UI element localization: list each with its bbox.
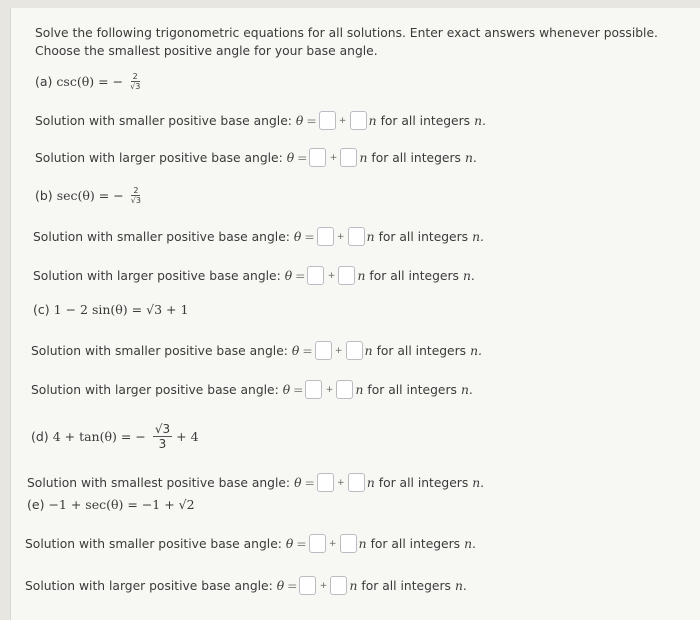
n-symbol: n: [366, 229, 375, 244]
row-label: Solution with smallest positive base angle:: [27, 475, 291, 490]
row-label: Solution with larger positive base angle:: [33, 268, 281, 283]
period-input[interactable]: [330, 576, 347, 595]
part-e-equation: [27, 497, 195, 512]
tail-n: n.: [472, 229, 484, 244]
part-d-rest: + 4: [176, 429, 199, 444]
equals-sign: =: [293, 382, 304, 397]
part-d-minus: −: [135, 429, 146, 444]
period-input[interactable]: [348, 227, 365, 246]
part-a-equation: [35, 72, 140, 91]
tail-text: for all integers: [371, 150, 461, 165]
part-e-smaller-row: [25, 534, 480, 553]
part-a-fraction: [130, 72, 140, 91]
base-angle-input[interactable]: [299, 576, 316, 595]
tail-n: n.: [460, 382, 473, 397]
part-d-numerator: √3: [154, 422, 171, 436]
period-input[interactable]: [350, 111, 367, 130]
period-input[interactable]: [340, 534, 357, 553]
tail-text: for all integers: [380, 113, 471, 128]
period-input[interactable]: [338, 266, 355, 285]
part-d-tag: (d): [31, 429, 49, 444]
part-b-equation: [35, 186, 141, 205]
plus-sign: +: [334, 345, 343, 356]
theta-symbol: θ: [294, 475, 302, 490]
plus-sign: +: [336, 231, 345, 242]
part-a-numerator: 2: [132, 72, 138, 81]
theta-symbol: θ: [293, 229, 302, 244]
plus-sign: +: [338, 115, 347, 126]
base-angle-input[interactable]: [319, 111, 336, 130]
period-input[interactable]: [340, 148, 357, 167]
theta-symbol: θ: [282, 382, 291, 397]
part-b-larger-row: [33, 266, 479, 285]
theta-symbol: θ: [286, 150, 295, 165]
part-c-expr: 1 − 2 sin(θ) = √3 + 1: [53, 302, 189, 317]
tail-n: n.: [472, 475, 485, 490]
tail-n: n.: [464, 536, 476, 551]
base-angle-input[interactable]: [317, 227, 334, 246]
part-b-fraction: [131, 186, 141, 205]
part-b-eq: =: [98, 188, 110, 203]
row-label: Solution with smaller positive base angle:: [33, 229, 290, 244]
row-label: Solution with larger positive base angle:: [35, 150, 283, 165]
n-symbol: n: [368, 113, 377, 128]
part-a-denominator: √3: [130, 82, 141, 91]
instructions: Solve the following trigonometric equations for all solutions. Enter exact answers whenever possible. Choose the smallest positive angle for your base angle.: [35, 26, 658, 58]
part-a-smaller-row: [35, 111, 490, 130]
part-d-smallest-row: [27, 473, 488, 492]
plus-sign: +: [325, 384, 334, 395]
base-angle-input[interactable]: [309, 148, 326, 167]
theta-symbol: θ: [285, 536, 294, 551]
part-a-larger-row: [35, 148, 481, 167]
row-label: Solution with larger positive base angle:: [31, 382, 279, 397]
tail-text: for all integers: [369, 268, 459, 283]
equals-sign: =: [306, 113, 317, 128]
plus-sign: +: [327, 270, 336, 281]
part-e-tag: (e): [27, 497, 45, 512]
equals-sign: =: [287, 578, 298, 593]
part-b-tag: (b): [35, 188, 53, 203]
row-label: Solution with smaller positive base angle:: [31, 343, 288, 358]
base-angle-input[interactable]: [305, 380, 322, 399]
part-c-equation: [33, 302, 188, 317]
equals-sign: =: [295, 268, 306, 283]
equals-sign: =: [304, 475, 315, 490]
theta-symbol: θ: [291, 343, 300, 358]
part-c-larger-row: [31, 380, 477, 399]
tail-n: n.: [474, 113, 486, 128]
tail-n: n.: [464, 150, 477, 165]
plus-sign: +: [328, 538, 337, 549]
theta-symbol: θ: [295, 113, 304, 128]
part-c-tag: (c): [33, 302, 50, 317]
tail-text: for all integers: [361, 578, 451, 593]
question-page: [10, 8, 700, 620]
tail-text: for all integers: [376, 343, 467, 358]
n-symbol: n: [358, 536, 367, 551]
period-input[interactable]: [336, 380, 353, 399]
period-input[interactable]: [348, 473, 365, 492]
theta-symbol: θ: [276, 578, 285, 593]
row-label: Solution with smaller positive base angle:: [25, 536, 282, 551]
equals-sign: =: [302, 343, 313, 358]
part-a-minus: −: [112, 74, 124, 89]
equals-sign: =: [304, 229, 315, 244]
part-a-lhs: csc(θ): [56, 74, 95, 89]
part-b-numerator: 2: [133, 186, 139, 195]
part-d-lhs: 4 + tan(θ): [52, 429, 117, 444]
tail-n: n.: [454, 578, 467, 593]
part-b-lhs: sec(θ): [56, 188, 95, 203]
tail-text: for all integers: [378, 229, 469, 244]
part-b-minus: −: [113, 188, 124, 203]
base-angle-input[interactable]: [307, 266, 324, 285]
part-d-eq: =: [120, 429, 132, 444]
n-symbol: n: [349, 578, 358, 593]
tail-n: n.: [462, 268, 475, 283]
equals-sign: =: [297, 150, 308, 165]
row-label: Solution with smaller positive base angle:: [35, 113, 292, 128]
part-c-smaller-row: [31, 341, 486, 360]
n-symbol: n: [355, 382, 364, 397]
row-label: Solution with larger positive base angle:: [25, 578, 273, 593]
part-b-smaller-row: [33, 227, 488, 246]
part-e-larger-row: [25, 576, 471, 595]
part-e-expr: −1 + sec(θ) = −1 + √2: [48, 497, 195, 512]
part-d-equation: [31, 422, 199, 451]
base-angle-input[interactable]: [315, 341, 332, 360]
equals-sign: =: [296, 536, 307, 551]
base-angle-input[interactable]: [317, 473, 334, 492]
n-symbol: n: [366, 475, 375, 490]
period-input[interactable]: [346, 341, 363, 360]
part-a-tag: (a): [35, 74, 53, 89]
theta-symbol: θ: [284, 268, 293, 283]
part-b-denominator: √3: [130, 196, 141, 205]
tail-text: for all integers: [370, 536, 461, 551]
plus-sign: +: [329, 152, 338, 163]
tail-text: for all integers: [378, 475, 469, 490]
plus-sign: +: [319, 580, 328, 591]
part-a-eq: =: [98, 74, 109, 89]
plus-sign: +: [337, 477, 345, 488]
tail-n: n.: [470, 343, 482, 358]
n-symbol: n: [364, 343, 373, 358]
part-d-denominator: 3: [158, 437, 167, 451]
tail-text: for all integers: [367, 382, 457, 397]
part-d-fraction: [153, 422, 172, 451]
base-angle-input[interactable]: [309, 534, 326, 553]
n-symbol: n: [359, 150, 368, 165]
n-symbol: n: [357, 268, 366, 283]
